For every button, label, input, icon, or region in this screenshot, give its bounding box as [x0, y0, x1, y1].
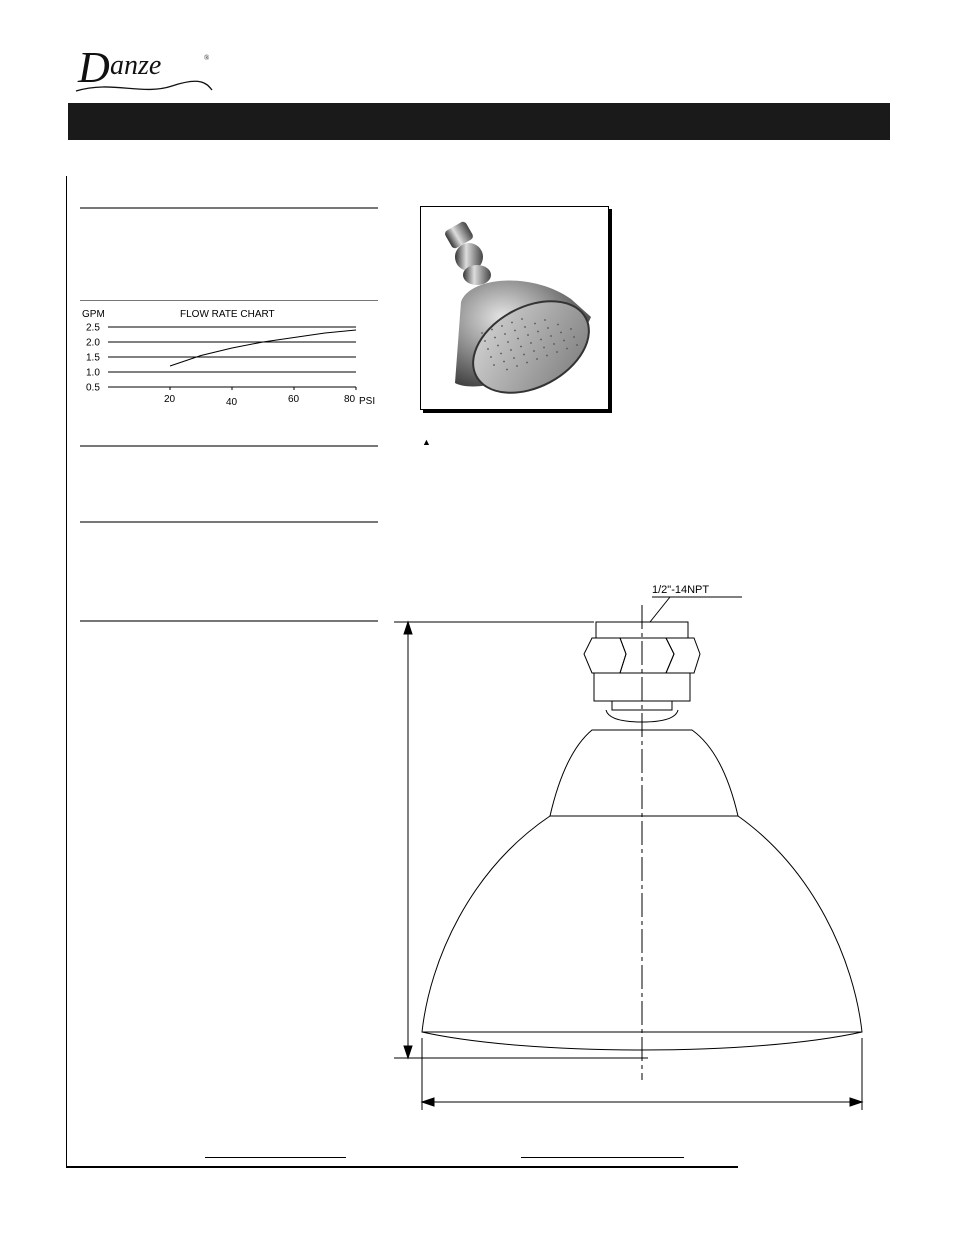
- spray-hole: [513, 357, 515, 359]
- logo-registered: ®: [204, 54, 210, 62]
- spray-hole: [514, 330, 516, 332]
- spray-hole: [517, 338, 519, 340]
- product-photo: [420, 206, 609, 410]
- spray-hole: [497, 345, 499, 347]
- spray-hole: [500, 353, 502, 355]
- spray-hole: [543, 347, 545, 349]
- flow-rate-chart: [78, 302, 378, 412]
- spray-hole: [504, 333, 506, 335]
- chart-x-tick-label: 60: [288, 394, 300, 405]
- upper-dome: [550, 730, 738, 816]
- spray-hole: [536, 358, 538, 360]
- spray-hole: [490, 356, 492, 358]
- spray-hole: [527, 334, 529, 336]
- thread-leader-line: [650, 597, 670, 622]
- spray-hole: [557, 324, 559, 326]
- spray-hole: [537, 331, 539, 333]
- height-arrow-bottom: [404, 1046, 412, 1058]
- hex-nut-center: [620, 638, 674, 673]
- spray-hole: [550, 335, 552, 337]
- spray-hole: [501, 325, 503, 327]
- section-rule-4: [80, 521, 378, 523]
- width-arrow-left: [422, 1098, 434, 1106]
- spray-hole: [576, 344, 578, 346]
- chart-y-unit: GPM: [82, 309, 105, 320]
- thread-size-label: 1/2"-14NPT: [652, 584, 710, 596]
- chart-y-tick-label: 2.0: [86, 337, 100, 349]
- spray-hole: [534, 323, 536, 325]
- title-bar: [68, 103, 890, 140]
- spray-hole: [507, 341, 509, 343]
- spray-hole: [506, 369, 508, 371]
- chart-series-line: [170, 330, 356, 366]
- brand-logo: [72, 36, 222, 96]
- spray-hole: [520, 346, 522, 348]
- width-arrow-right: [850, 1098, 862, 1106]
- hex-nut-right: [666, 638, 700, 673]
- spray-hole: [523, 354, 525, 356]
- chart-y-tick-label: 1.5: [86, 352, 100, 364]
- section-rule-3: [80, 445, 378, 447]
- spray-hole: [570, 328, 572, 330]
- left-border-rule: [66, 176, 67, 1168]
- spray-hole: [540, 339, 542, 341]
- spray-hole: [487, 348, 489, 350]
- spray-hole: [521, 318, 523, 320]
- hex-nut-left: [584, 638, 626, 673]
- chart-y-tick-label: 1.0: [86, 367, 100, 379]
- chart-x-tick-label: 20: [164, 394, 176, 405]
- spray-hole: [546, 355, 548, 357]
- spray-hole: [544, 319, 546, 321]
- spray-hole: [547, 327, 549, 329]
- spray-hole: [560, 332, 562, 334]
- logo-rest: anze: [110, 50, 162, 81]
- spray-hole: [553, 343, 555, 345]
- spray-hole: [516, 365, 518, 367]
- spray-hole: [510, 349, 512, 351]
- spray-hole: [503, 361, 505, 363]
- chart-x-tick-label: 40: [226, 397, 238, 408]
- spray-hole: [573, 336, 575, 338]
- chart-title: FLOW RATE CHART: [180, 309, 275, 320]
- logo-initial: D: [78, 43, 110, 92]
- signature-line-1: [205, 1157, 346, 1158]
- section-rule-2: [80, 300, 378, 301]
- bottom-border-rule: [66, 1166, 738, 1168]
- shower-head-image: [444, 220, 605, 409]
- height-arrow-top: [404, 622, 412, 634]
- spray-hole: [526, 362, 528, 364]
- spray-hole: [530, 342, 532, 344]
- spray-hole: [556, 351, 558, 353]
- dimension-drawing: [380, 570, 890, 1120]
- spray-hole: [481, 332, 483, 334]
- chart-x-unit: PSI: [359, 396, 376, 407]
- chart-y-tick-label: 0.5: [86, 382, 100, 394]
- chart-y-tick-label: 2.5: [86, 322, 100, 334]
- spray-hole: [563, 340, 565, 342]
- spray-hole: [511, 322, 513, 324]
- spray-hole: [491, 329, 493, 331]
- spray-hole: [566, 348, 568, 350]
- signature-line-2: [521, 1157, 684, 1158]
- chart-x-tick-label: 80: [344, 394, 356, 405]
- note-marker-icon: ▲: [422, 437, 431, 447]
- spray-hole: [484, 340, 486, 342]
- section-rule-1: [80, 207, 378, 209]
- spray-hole: [524, 326, 526, 328]
- spray-hole: [494, 337, 496, 339]
- spray-hole: [493, 364, 495, 366]
- spray-hole: [533, 350, 535, 352]
- section-rule-5: [80, 620, 378, 622]
